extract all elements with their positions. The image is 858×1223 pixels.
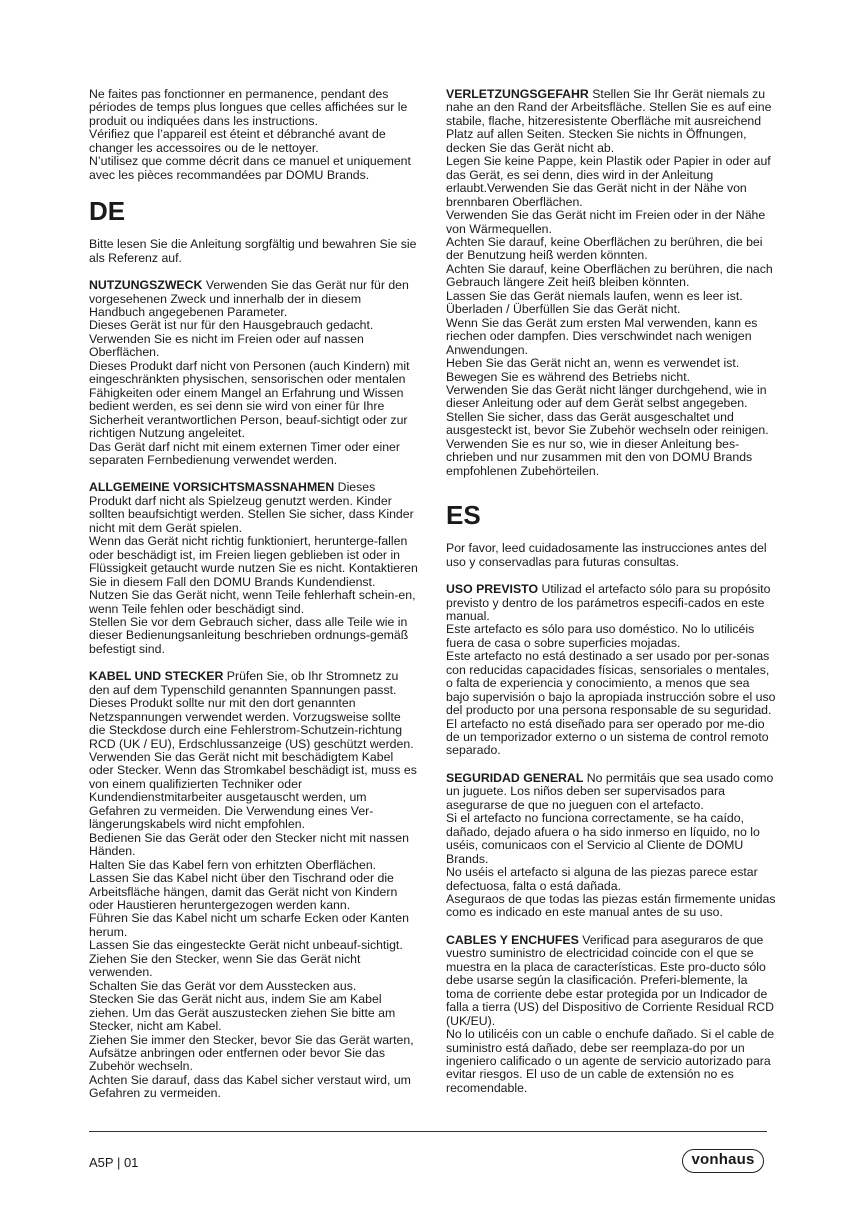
paragraph: El artefacto no está diseñado para ser operado por me-dio de un temporizador externo o un sistema de control remoto separado.: [446, 716, 769, 758]
es-intro-section: [446, 542, 776, 569]
paragraph: Vérifiez que l’appareil est éteint et débranché avant de changer les accessoires ou de le nettoyer.: [89, 127, 386, 155]
paragraph: No uséis el artefacto si alguna de las piezas parece estar defectuosa, falta o está dañada.: [446, 865, 758, 893]
section-lead: NUTZUNGSZWECK: [89, 278, 203, 293]
paragraph: Schalten Sie das Gerät vor dem Ausstecken aus.: [89, 978, 357, 993]
paragraph: Verwenden Sie das Gerät nicht länger durchgehend, wie in dieser Anleitung oder auf dem Gerät selbst angegeben.: [446, 382, 767, 411]
paragraph: Bitte lesen Sie die Anleitung sorgfältig und bewahren Sie sie als Referenz auf.: [89, 237, 417, 265]
paragraph: N’utilisez que comme décrit dans ce manuel et uniquement avec les pièces recommandées par DOMU Brands.: [89, 154, 411, 182]
paragraph: Lassen Sie das eingesteckte Gerät nicht unbeauf-sichtigt. Ziehen Sie den Stecker, wenn Sie das Gerät nicht verwenden.: [89, 938, 403, 980]
section-lead: SEGURIDAD GENERAL: [446, 770, 584, 785]
paragraph: Stecken Sie das Gerät nicht aus, indem Sie am Kabel ziehen. Um das Gerät auszustecken ziehen Sie bitte am Stecker, nicht am Kabel.: [89, 992, 396, 1034]
uso-section: [446, 583, 776, 758]
verletzung-section: [446, 88, 776, 478]
right-column: [446, 88, 776, 1109]
paragraph: Este artefacto no está destinado a ser usado por per-sonas con reducidas capacidades físicas, sensoriales o mentales, o falta de experiencia y conocimiento, a menos que sea bajo supervisión o bajo la apropiada instrucción sobre el uso del producto por una persona responsable de su seguridad.: [446, 649, 776, 718]
paragraph: Legen Sie keine Pappe, kein Plastik oder Papier in oder auf das Gerät, es sei denn, dies wird in der Anleitung erlaubt.Verwenden Sie das Gerät nicht in der Nähe von brennbaren Oberflächen.: [446, 154, 771, 209]
paragraph: Bedienen Sie das Gerät oder den Stecker nicht mit nassen Händen.: [89, 830, 409, 859]
paragraph: Stellen Sie sicher, dass das Gerät ausgeschaltet und ausgesteckt ist, bevor Sie Zubehör wechseln oder reinigen.: [446, 409, 769, 438]
paragraph: Lassen Sie das Kabel nicht über den Tischrand oder die Arbeitsfläche hängen, damit das Gerät nicht von Kindern oder Haustieren heruntergezogen werden kann.: [89, 871, 398, 913]
paragraph: Wenn Sie das Gerät zum ersten Mal verwenden, kann es riechen oder dampfen. Dies verschwindet nach wenigen Anwendungen.: [446, 315, 758, 357]
paragraph: Nutzen Sie das Gerät nicht, wenn Teile fehlerhaft schein-en, wenn Teile fehlen oder beschädigt sind.: [89, 588, 416, 616]
paragraph: No lo utilicéis con un cable o enchufe dañado. Si el cable de suministro está dañado, debe ser reemplaza-do por un ingeniero calificado o un agente de servicio autorizado para evitar riesgos. El uso de un cable de extensión no es recomendable.: [446, 1027, 775, 1095]
paragraph: [446, 583, 776, 623]
paragraph: Überladen / Überfüllen Sie das Gerät nicht.: [446, 302, 681, 317]
section-text: Verificad para aseguraros de que vuestro suministro de electricidad coincide con el que se muestra en la placa de características. Este pro-ducto sólo debe usarse según la clasificación. Preferi-blemente, la toma de corriente debe estar protegida por un Indicador de falla a tierra (US) del Dispositivo de Corriente Residual RCD (UK/EU).: [446, 932, 775, 1028]
paragraph: Verwenden Sie das Gerät nicht mit beschädigtem Kabel oder Stecker. Wenn das Stromkabel beschädigt ist, muss es von einem qualifizierten Techniker oder Kundendienstmitarbeiter ausgetauscht werden, um Gefahren zu vermeiden. Die Verwendung eines Ver-längerungskabels wird nicht empfohlen.: [89, 750, 417, 832]
left-column: [89, 88, 419, 1115]
section-text: Utilizad el artefacto sólo para su propósito previsto y dentro de los parámetros especifi-cados en este manual.: [446, 582, 771, 623]
seguridad-section: [446, 772, 776, 920]
paragraph: Heben Sie das Gerät nicht an, wenn es verwendet ist.: [446, 356, 740, 371]
section-lead: CABLES Y ENCHUFES: [446, 932, 579, 947]
paragraph: Este artefacto es sólo para uso doméstico. No lo utilicéis fuera de casa o sobre superficies mojadas.: [446, 622, 755, 650]
paragraph: Ne faites pas fonctionner en permanence, pendant des périodes de temps plus longues que celles affichées sur le produit ou indiquées dans les instructions.: [89, 87, 408, 128]
paragraph: [89, 670, 419, 751]
section-text: Stellen Sie Ihr Gerät niemals zu nahe an den Rand der Arbeitsfläche. Stellen Sie es auf eine stabile, flache, hitzeresistente Oberfläche mit ausreichend Platz auf allen Seiten. Stecken Sie nichts in Öffnungen, decken Sie das Gerät nicht ab.: [446, 87, 772, 155]
paragraph: Halten Sie das Kabel fern von erhitzten Oberflächen.: [89, 857, 377, 872]
paragraph: [446, 934, 776, 1028]
paragraph: Stellen Sie vor dem Gebrauch sicher, dass alle Teile wie in dieser Bedienungsanleitung beschrieben ordnungs-gemäß befestigt sind.: [89, 614, 409, 656]
paragraph: Führen Sie das Kabel nicht um scharfe Ecken oder Kanten herum.: [89, 911, 409, 939]
de-intro-section: [89, 238, 419, 265]
section-lead: VERLETZUNGSGEFAHR: [446, 87, 589, 101]
section-lead: ALLGEMEINE VORSICHTSMASSNAHMEN: [89, 480, 335, 495]
paragraph: [446, 772, 776, 812]
section-text: Dieses Produkt darf nicht als Spielzeug genutzt werden. Kinder sollten beaufsichtigt werden. Stellen Sie sicher, dass Kinder nicht mit dem Gerät spielen.: [89, 480, 414, 535]
section-text: Prüfen Sie, ob Ihr Stromnetz zu den auf dem Typenschild genannten Spannungen passt. Dieses Produkt sollte nur mit den dort genannten Netzspannungen verwendet werden. Vorzugsweise sollte die Steckdose durch eine Fehlerstrom-Schutzein-richtung RCD (UK / EU), Erdschlussanzeige (US) geschützt werden.: [89, 669, 414, 751]
paragraph: Bewegen Sie es während des Betriebs nicht.: [446, 369, 691, 384]
footer-divider: [89, 1131, 767, 1132]
paragraph: [89, 279, 419, 319]
paragraph: Achten Sie darauf, dass das Kabel sicher verstaut wird, um Gefahren zu vermeiden.: [89, 1072, 411, 1101]
paragraph: Wenn das Gerät nicht richtig funktioniert, herunterge-fallen oder beschädigt ist, im Freien liegen geblieben ist oder in Flüssigkeit getaucht wurde nutzen Sie es nicht. Kontaktieren Sie in diesem Fall den DOMU Brands Kundendienst.: [89, 534, 418, 589]
paragraph: Dieses Produkt darf nicht von Personen (auch Kindern) mit eingeschränkten physischen, sensorischen oder mentalen Fähigkeiten oder einem Mangel an Erfahrung und Wissen bedient werden, es sei denn sie wird von einer für Ihre Sicherheit verantwortlichen Person, beauf-sichtigt oder zur richtigen Nutzung angeleitet.: [89, 358, 410, 441]
paragraph: Verwenden Sie es nur so, wie in dieser Anleitung bes-chrieben und nur zusammen mit den von DOMU Brands empfohlenen Zubehörteilen.: [446, 436, 753, 478]
paragraph: Verwenden Sie das Gerät nicht im Freien oder in der Nähe von Wärmequellen.: [446, 208, 766, 236]
paragraph: Por favor, leed cuidadosamente las instrucciones antes del uso y conservadlas para futuras consultas.: [446, 541, 767, 569]
fr-intro-section: [89, 88, 419, 182]
paragraph: Aseguraos de que todas las piezas están firmemente unidas como es indicado en este manual antes de su uso.: [446, 892, 776, 920]
paragraph: Dieses Gerät ist nur für den Hausgebrauch gedacht. Verwenden Sie es nicht im Freien oder auf nassen Oberflächen.: [89, 318, 374, 360]
cables-section: [446, 934, 776, 1095]
section-lead: KABEL UND STECKER: [89, 669, 224, 684]
paragraph: Si el artefacto no funciona correctamente, se ha caído, dañado, dejado afuera o ha sido inmerso en líquido, no lo uséis, comunicaos con el Servicio al Cliente de DOMU Brands.: [446, 811, 760, 866]
paragraph: Ziehen Sie immer den Stecker, bevor Sie das Gerät warten, Aufsätze anbringen oder entfernen oder bevor Sie das Zubehör wechseln.: [89, 1032, 414, 1074]
vorsicht-section: [89, 481, 419, 656]
paragraph: Achten Sie darauf, keine Oberflächen zu berühren, die bei der Benutzung heiß werden könnten.: [446, 234, 763, 263]
nutzungszweck-section: [89, 279, 419, 467]
paragraph: [89, 481, 419, 535]
section-text: Verwenden Sie das Gerät nur für den vorgesehenen Zweck und innerhalb der in diesem Handbuch angegebenen Parameter.: [89, 278, 409, 319]
paragraph: Das Gerät darf nicht mit einem externen Timer oder einer separaten Fernbedienung verwendet werden.: [89, 439, 400, 467]
de-heading: DE: [89, 196, 126, 227]
section-text: No permitáis que sea usado como un juguete. Los niños deben ser supervisados para asegurarse de que no jueguen con el artefacto.: [446, 770, 774, 812]
paragraph: Achten Sie darauf, keine Oberflächen zu berühren, die nach Gebrauch längere Zeit heiß bleiben könnten.: [446, 261, 773, 290]
brand-logo: vonhaus: [682, 1149, 764, 1173]
paragraph: Lassen Sie das Gerät niemals laufen, wenn es leer ist.: [446, 288, 743, 303]
section-lead: USO PREVISTO: [446, 582, 539, 597]
es-heading: ES: [446, 500, 481, 531]
paragraph: [446, 88, 776, 155]
kabel-section: [89, 670, 419, 1101]
page-label: A5P | 01: [89, 1155, 139, 1170]
